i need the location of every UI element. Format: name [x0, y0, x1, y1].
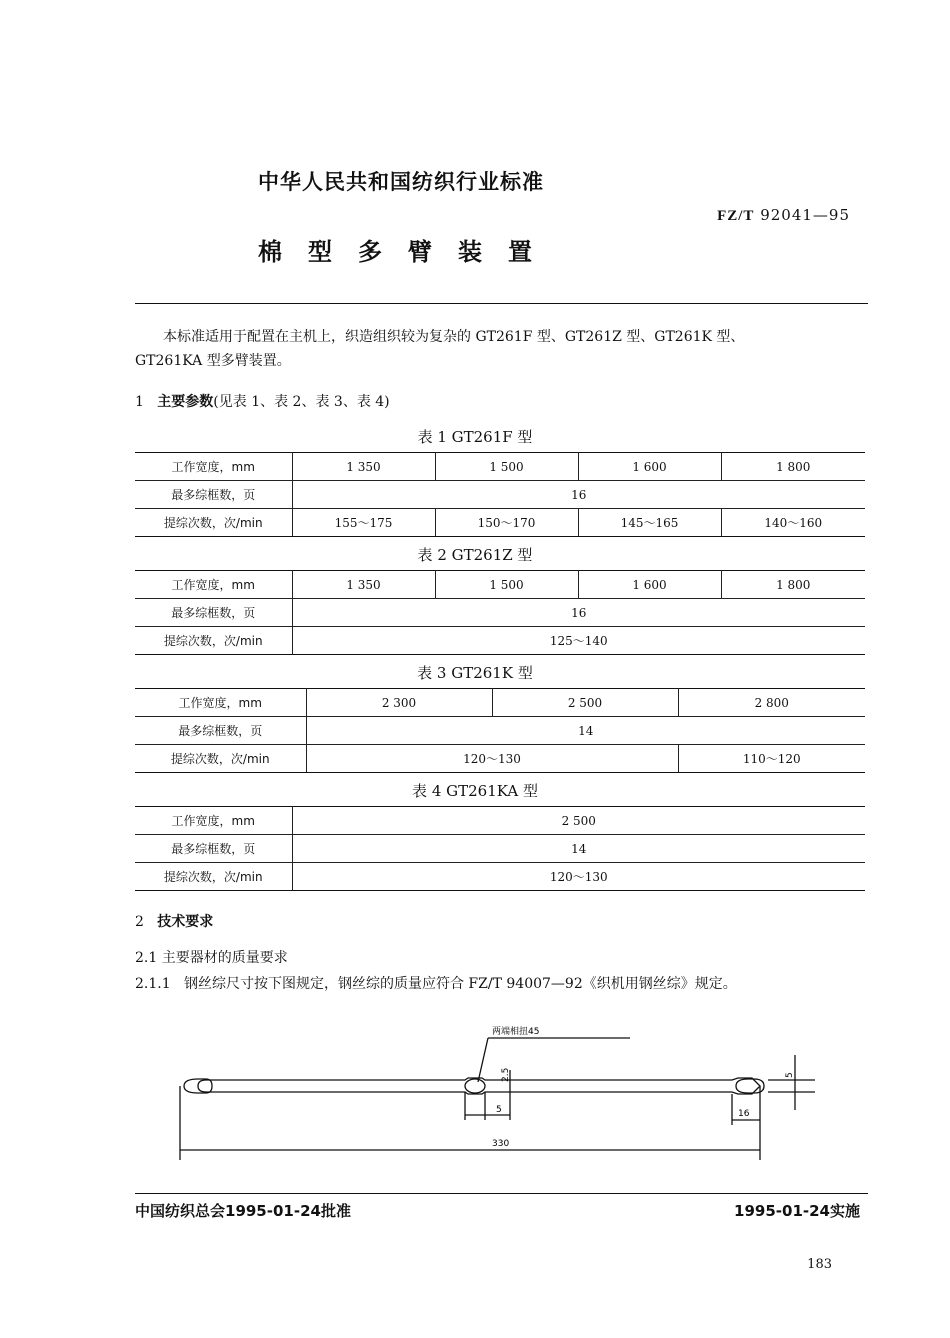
table-cell: 1 800 [721, 453, 865, 481]
issuing-organization: 中华人民共和国纺织行业标准 [258, 170, 544, 194]
table-cell: 1 350 [292, 571, 435, 599]
table-cell: 14 [306, 717, 865, 745]
table-row [135, 807, 865, 835]
row-label: 最多综框数，页 [135, 599, 292, 627]
row-label: 提综次数，次/min [135, 745, 306, 773]
table-2-caption: 表 2 GT261Z 型 [417, 546, 533, 564]
table-cell: 16 [292, 599, 865, 627]
table-cell: 2 800 [678, 689, 865, 717]
table-row [135, 509, 865, 537]
table-cell: 155～175 [292, 509, 435, 537]
row-label: 提综次数，次/min [135, 627, 292, 655]
table-cell: 150～170 [435, 509, 578, 537]
intro-paragraph [135, 325, 868, 373]
table-cell: 1 800 [721, 571, 865, 599]
table-cell: 1 350 [292, 453, 435, 481]
section-2-1-1-number: 2.1.1 [135, 976, 171, 992]
table-cell: 2 500 [292, 807, 865, 835]
table-cell: 125～140 [292, 627, 865, 655]
section-2-1-1-text: 钢丝综尺寸按下图规定，钢丝综的质量应符合 FZ/T 94007—92《织机用钢丝综》规定。 [183, 976, 737, 992]
table-row [135, 627, 865, 655]
table-4-caption: 表 4 GT261KA 型 [412, 782, 538, 800]
table-1-caption: 表 1 GT261F 型 [417, 428, 533, 446]
dim-label-16: 16 [738, 1109, 750, 1119]
table-cell: 120～130 [292, 863, 865, 891]
section-2-title: 技术要求 [157, 914, 214, 930]
mail-eye [465, 1079, 485, 1093]
note-leader-arrow [478, 1038, 488, 1082]
table-cell: 1 500 [435, 453, 578, 481]
table-4 [135, 806, 865, 891]
row-label: 提综次数，次/min [135, 509, 292, 537]
section-1-number: 1 [135, 394, 144, 410]
table-cell: 120～130 [306, 745, 678, 773]
dim-label-5-right: 5 [785, 1072, 795, 1078]
intro-line-2: GT261KA 型多臂装置。 [135, 353, 291, 369]
dim-label-2-5: 2.5 [501, 1067, 511, 1082]
table-row [135, 599, 865, 627]
row-label: 最多综框数，页 [135, 835, 292, 863]
footer-rule [135, 1193, 868, 1194]
section-2-1-heading: 2.1 主要器材的质量要求 [135, 950, 288, 966]
document-title: 棉型多臂装置 [258, 238, 558, 266]
table-cell: 140～160 [721, 509, 865, 537]
row-label: 工作宽度，mm [135, 453, 292, 481]
table-row [135, 571, 865, 599]
row-label: 工作宽度，mm [135, 571, 292, 599]
table-cell: 14 [292, 835, 865, 863]
implementation-line: 1995-01-24实施 [734, 1202, 860, 1220]
table-cell: 145～165 [578, 509, 721, 537]
table-row [135, 453, 865, 481]
table-row [135, 745, 865, 773]
table-cell: 16 [292, 481, 865, 509]
standard-code-number: 92041—95 [760, 206, 850, 224]
table-row [135, 717, 865, 745]
row-label: 最多综框数，页 [135, 717, 306, 745]
table-row [135, 863, 865, 891]
intro-line-1: 本标准适用于配置在主机上，织造组织较为复杂的 GT261F 型、GT261Z 型、GT261K 型、 [163, 329, 745, 345]
table-cell: 2 500 [492, 689, 678, 717]
standard-code [717, 206, 850, 225]
dim-label-5-mid: 5 [496, 1105, 502, 1115]
row-label: 提综次数，次/min [135, 863, 292, 891]
heddle-drawing [170, 1020, 830, 1170]
section-2-1-1-paragraph [135, 973, 737, 993]
table-row [135, 481, 865, 509]
table-3 [135, 688, 865, 773]
table-3-caption: 表 3 GT261K 型 [417, 664, 533, 682]
table-cell: 1 600 [578, 571, 721, 599]
section-1-title: 主要参数 [157, 394, 214, 410]
section-2-heading [135, 911, 213, 931]
table-cell: 110～120 [678, 745, 865, 773]
table-row [135, 689, 865, 717]
table-cell: 2 300 [306, 689, 492, 717]
row-label: 工作宽度，mm [135, 807, 292, 835]
row-label: 最多综框数，页 [135, 481, 292, 509]
header-rule [135, 303, 868, 304]
table-cell: 1 500 [435, 571, 578, 599]
table-cell: 1 600 [578, 453, 721, 481]
dim-label-330: 330 [492, 1139, 510, 1149]
page-number: 183 [807, 1257, 832, 1272]
approval-line: 中国纺织总会1995-01-24批准 [135, 1202, 351, 1220]
row-label: 工作宽度，mm [135, 689, 306, 717]
table-row [135, 835, 865, 863]
table-1 [135, 452, 865, 537]
section-1-note: (见表 1、表 2、表 3、表 4) [213, 394, 390, 410]
section-1-heading [135, 391, 390, 411]
section-2-number: 2 [135, 914, 144, 930]
drawing-note: 两端相扭45 [492, 1027, 540, 1037]
standard-code-prefix: FZ/T [717, 208, 755, 224]
table-2 [135, 570, 865, 655]
